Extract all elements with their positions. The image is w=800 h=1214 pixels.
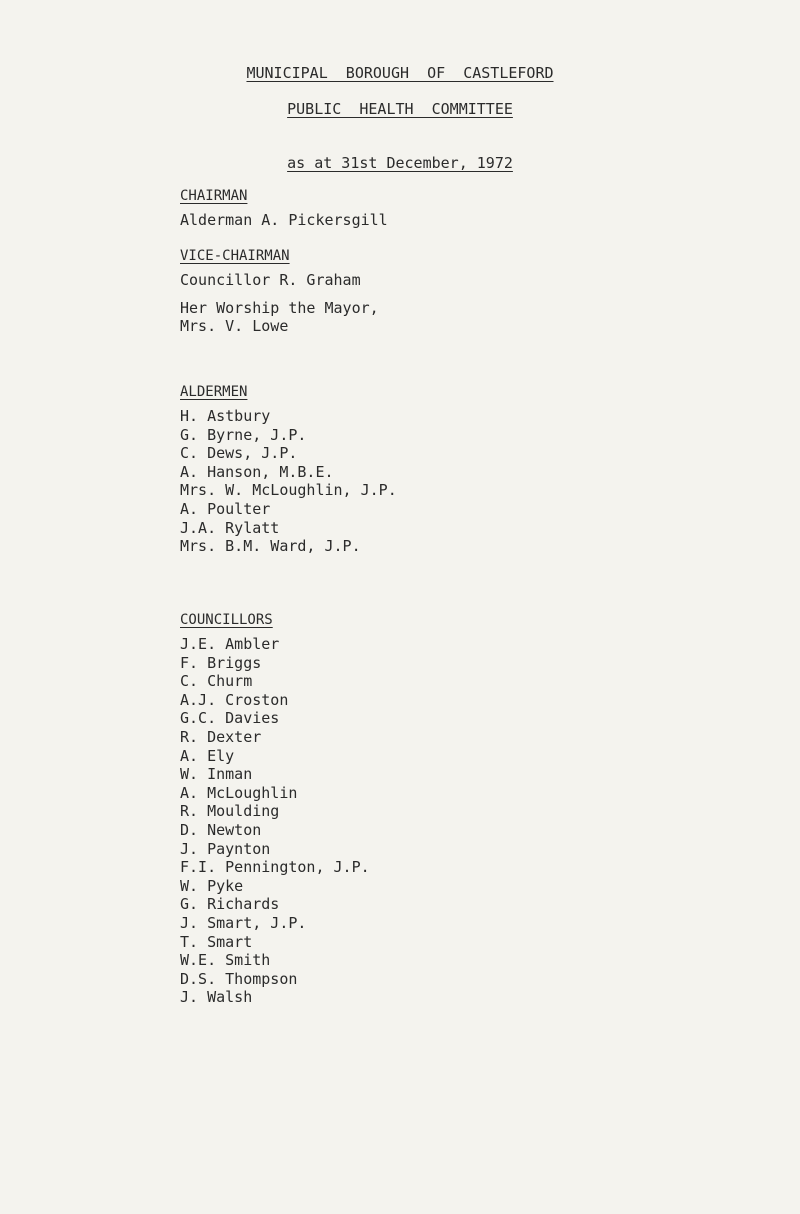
councillor-entry: G.C. Davies [180,709,280,728]
vice-chairman-heading: VICE-CHAIRMAN [180,248,290,264]
councillor-entry: W. Pyke [180,876,244,895]
councillor-entry: J. Smart, J.P. [180,913,307,932]
vice-chairman-name: Councillor R. Graham [180,271,361,289]
councillor-entry: W.E. Smith [180,951,271,970]
councillor-entry: W. Inman [180,765,253,784]
councillor-entry: F.I. Pennington, J.P. [180,858,370,877]
alderman-entry: Mrs. B.M. Ward, J.P. [180,537,361,556]
councillors-section [180,610,740,1007]
chairman-heading: CHAIRMAN [180,188,248,204]
alderman-entry: H. Astbury [180,407,271,425]
chairman-name: Alderman A. Pickersgill [180,211,388,229]
aldermen-section [180,382,740,556]
alderman-entry: A. Poulter [180,499,271,518]
vice-chairman-section [180,246,740,336]
alderman-entry: G. Byrne, J.P. [180,425,307,444]
councillor-entry: A. McLoughlin [180,783,298,802]
date-line: as at 31st December, 1972 [287,154,513,172]
councillor-entry: R. Dexter [180,727,262,746]
councillor-entry: J. Walsh [180,988,253,1007]
aldermen-heading: ALDERMEN [180,384,248,400]
councillors-heading: COUNCILLORS [180,612,273,628]
councillor-entry: G. Richards [180,895,280,914]
alderman-entry: Mrs. W. McLoughlin, J.P. [180,481,397,500]
councillor-entry: D.S. Thompson [180,969,298,988]
mayor-line-1: Her Worship the Mayor, [180,298,379,317]
councillor-entry: D. Newton [180,820,262,839]
councillor-entry: A.J. Croston [180,690,289,709]
councillor-entry: J. Paynton [180,839,271,858]
chairman-section [180,186,740,230]
alderman-entry: A. Hanson, M.B.E. [180,462,334,481]
alderman-entry: J.A. Rylatt [180,518,280,537]
councillor-entry: A. Ely [180,746,235,765]
councillor-entry: T. Smart [180,932,253,951]
alderman-entry: C. Dews, J.P. [180,444,298,463]
councillor-entry: C. Churm [180,672,253,691]
councillor-entry: F. Briggs [180,653,262,672]
mayor-line-2: Mrs. V. Lowe [180,317,289,336]
committee-title: PUBLIC HEALTH COMMITTEE [287,100,513,118]
borough-title: MUNICIPAL BOROUGH OF CASTLEFORD [246,64,554,82]
councillor-entry: R. Moulding [180,802,280,821]
councillor-entry: J.E. Ambler [180,635,280,653]
